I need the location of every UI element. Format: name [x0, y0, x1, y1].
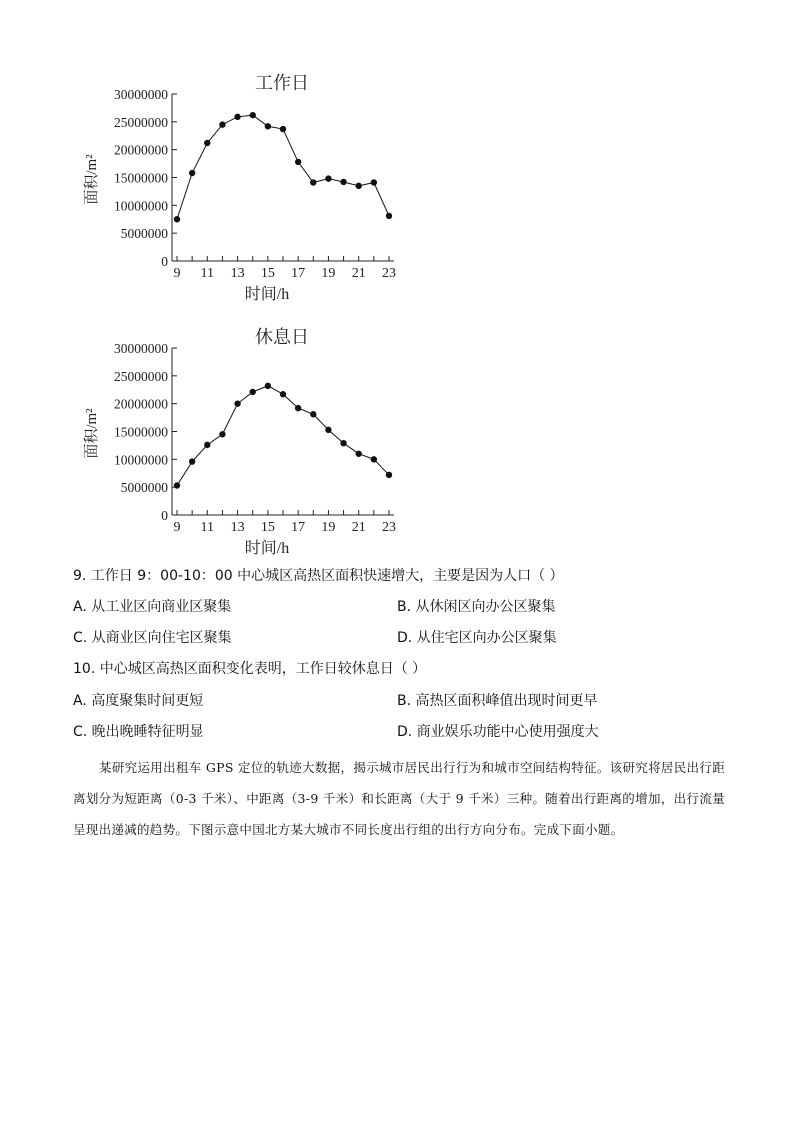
- restday-chart-y-tick-label: 5000000: [120, 480, 168, 496]
- workday-chart-x-tick-label: 13: [230, 266, 245, 281]
- question-10-option-a[interactable]: A. 高度聚集时间更短: [73, 693, 204, 709]
- restday-chart-data-point: [356, 451, 362, 457]
- workday-chart-x-tick-label: 23: [382, 266, 396, 281]
- restday-chart-data-point: [204, 442, 210, 448]
- restday-chart-data-point: [234, 400, 240, 406]
- workday-chart-data-point: [295, 159, 301, 165]
- restday-chart-y-tick-label: 20000000: [114, 396, 168, 412]
- workday-chart-data-point: [174, 216, 180, 222]
- workday-chart-x-tick-label: 9: [173, 266, 181, 281]
- question-9-option-a[interactable]: A. 从工业区向商业区聚集: [73, 599, 232, 615]
- restday-chart-data-point: [219, 431, 225, 437]
- restday-chart-data-point: [265, 383, 271, 389]
- restday-chart-x-tick-label: 19: [321, 520, 336, 535]
- workday-chart-x-tick-label: 19: [321, 266, 336, 281]
- workday-chart-data-point: [386, 213, 392, 219]
- workday-chart-y-tick-label: 5000000: [120, 226, 168, 242]
- restday-chart-x-tick-label: 21: [351, 520, 366, 535]
- question-9-option-d[interactable]: D. 从住宅区向办公区聚集: [397, 630, 557, 646]
- restday-chart-x-axis-label: 时间/h: [244, 540, 290, 557]
- restday-chart-x-tick-label: 17: [291, 520, 306, 535]
- restday-chart-data-point: [250, 389, 256, 395]
- restday-chart-x-tick-label: 13: [230, 520, 245, 535]
- workday-chart-x-axis-label: 时间/h: [244, 286, 290, 303]
- restday-chart-y-tick-label: 10000000: [114, 452, 168, 468]
- restday-chart-x-tick-label: 23: [382, 520, 396, 535]
- restday-chart-y-tick-label: 15000000: [114, 424, 168, 440]
- workday-chart-data-point: [189, 170, 195, 176]
- restday-chart-y-axis-label: 面积/m²: [84, 408, 100, 459]
- restday-chart-data-point: [325, 427, 331, 433]
- workday-chart-data-point: [280, 126, 286, 132]
- workday-chart-title: 工作日: [255, 73, 309, 93]
- workday-chart-data-point: [325, 175, 331, 181]
- restday-chart-data-point: [386, 472, 392, 478]
- question-10-option-d[interactable]: D. 商业娱乐功能中心使用强度大: [397, 724, 599, 740]
- question-9-option-b[interactable]: B. 从休闲区向办公区聚集: [397, 599, 556, 615]
- workday-chart-y-tick-label: 15000000: [114, 170, 168, 186]
- restday-chart-data-point: [174, 482, 180, 488]
- question-10-option-c[interactable]: C. 晚出晚睡特征明显: [73, 724, 204, 740]
- restday-chart-y-tick-label: 30000000: [114, 341, 168, 356]
- restday-chart-data-point: [295, 405, 301, 411]
- question-10-option-b[interactable]: B. 高热区面积峰值出现时间更早: [397, 693, 598, 709]
- workday-chart-y-axis-label: 面积/m²: [84, 154, 100, 205]
- restday-chart-data-point: [189, 458, 195, 464]
- restday-chart-y-tick-label: 25000000: [114, 368, 168, 384]
- workday-chart-y-tick-label: 20000000: [114, 142, 168, 158]
- question-9-option-c[interactable]: C. 从商业区向住宅区聚集: [73, 630, 232, 646]
- workday-chart-data-point: [204, 140, 210, 146]
- restday-chart-y-tick-label: 0: [161, 508, 168, 523]
- workday-chart-y-tick-label: 10000000: [114, 198, 168, 214]
- workday-chart-data-point: [371, 179, 377, 185]
- workday-chart-y-tick-label: 25000000: [114, 114, 168, 130]
- restday-chart-svg: [60, 322, 420, 562]
- restday-chart-series-line: [177, 386, 389, 486]
- workday-chart-data-point: [219, 121, 225, 127]
- workday-chart-x-tick-label: 11: [200, 266, 215, 281]
- restday-chart-x-tick-label: 9: [173, 520, 181, 535]
- restday-chart-data-point: [340, 440, 346, 446]
- workday-chart-data-point: [265, 123, 271, 129]
- reading-passage: 某研究运用出租车 GPS 定位的轨迹大数据，揭示城市居民出行行为和城市空间结构特征。该研究将居民出行距离划分为短距离（0-3 千米）、中距离（3-9 千米）和长距离（大于 9 千米）三种。随着出行距离的增加，出行流量呈现出递减的趋势。下图示意中国北方某大城市不同长度出行组的出行方向分布。完成下面小题。: [73, 760, 725, 837]
- restday-chart-x-tick-label: 11: [200, 520, 215, 535]
- restday-chart-data-point: [280, 391, 286, 397]
- restday-chart-data-point: [310, 411, 316, 417]
- workday-chart-data-point: [356, 183, 362, 189]
- workday-chart-x-tick-label: 15: [260, 266, 275, 281]
- workday-chart-data-point: [234, 114, 240, 120]
- workday-chart-svg: [60, 68, 420, 308]
- workday-chart-data-point: [250, 112, 256, 118]
- workday-chart-x-tick-label: 17: [291, 266, 306, 281]
- workday-chart-y-tick-label: 30000000: [114, 87, 168, 102]
- question-9-stem: 9. 工作日 9：00-10：00 中心城区高热区面积快速增大，主要是因为人口（ ）: [73, 568, 564, 584]
- restday-chart-x-tick-label: 15: [260, 520, 275, 535]
- restday-chart-data-point: [371, 456, 377, 462]
- workday-chart-y-tick-label: 0: [161, 254, 168, 269]
- workday-chart: [60, 68, 420, 308]
- workday-chart-data-point: [340, 179, 346, 185]
- question-10-stem: 10. 中心城区高热区面积变化表明，工作日较休息日（ ）: [73, 661, 427, 677]
- restday-chart: [60, 322, 420, 562]
- workday-chart-x-tick-label: 21: [351, 266, 366, 281]
- workday-chart-data-point: [310, 179, 316, 185]
- restday-chart-title: 休息日: [255, 327, 309, 347]
